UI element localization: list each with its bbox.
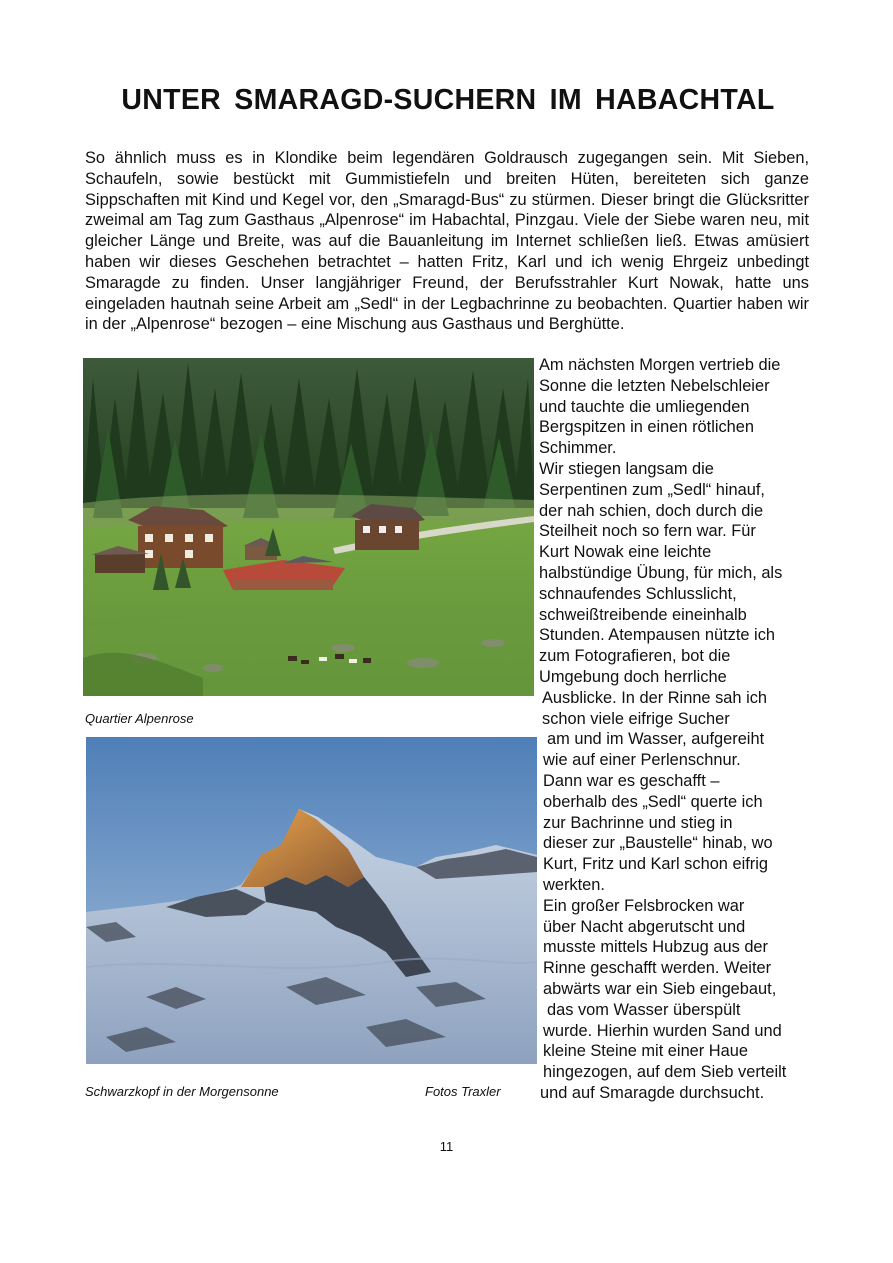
column-line: kleine Steine mit einer Haue: [543, 1042, 748, 1061]
column-line: Bergspitzen in einen rötlichen: [539, 418, 755, 437]
column-line: und auf Smaragde durchsucht.: [540, 1083, 765, 1102]
column-line: Ausblicke. In der Rinne sah ich: [542, 688, 768, 707]
column-line: schnaufendes Schlusslicht,: [539, 584, 737, 603]
column-line: Am nächsten Morgen vertrieb die: [539, 356, 781, 374]
column-line: Schimmer.: [539, 439, 617, 458]
photo-credit: Fotos Traxler: [425, 1084, 501, 1099]
column-line: schon viele eifrige Sucher: [542, 709, 730, 728]
column-line: Ein großer Felsbrocken war: [543, 896, 745, 915]
column-line: Steilheit noch so fern war. Für: [539, 522, 756, 541]
caption-photo-alpenrose: Quartier Alpenrose: [85, 711, 194, 726]
column-line: und tauchte die umliegenden: [539, 397, 750, 416]
column-line: Serpentinen zum „Sedl“ hinauf,: [539, 480, 765, 499]
intro-paragraph: So ähnlich muss es in Klondike beim legendären Goldrausch zugegangen sein. Mit Sieben, Schaufeln, sowie bestückt mit Gummistiefeln und breiten Hüten, bereiteten sich ganze Sippschaften mit Kind und Kegel vor, den „Smaragd-Bus“ zu stürmen. Dieser bringt die Glücksritter zweimal am Tag zum Gasthaus „Alpenrose“ im Habachtal, Pinzgau. Viele der Siebe waren neu, mit gleicher Länge und Breite, was auf die Bauanleitung im Internet schließen ließ. Etwas amüsiert haben wir dieses Geschehen betrachtet – hatten Fritz, Karl und ich wenig Ehrgeiz unbedingt Smaragde zu finden. Unser langjähriger Freund, der Berufsstrahler Kurt Nowak, hatte uns eingeladen hautnah seine Arbeit am „Sedl“ in der Legbachrinne zu beobachten. Quartier haben wir in der „Alpenrose“ bezogen – eine Mischung aus Gasthaus und Berghütte.: [85, 149, 809, 334]
column-line: zum Fotografieren, bot die: [539, 647, 731, 666]
column-line: wie auf einer Perlenschnur.: [543, 751, 741, 770]
column-line: halbstündige Übung, für mich, als: [539, 563, 783, 582]
column-line: wurde. Hierhin wurden Sand und: [543, 1021, 782, 1040]
photo-schwarzkopf-peak: [86, 737, 537, 1064]
column-line: der nah schien, doch durch die: [539, 501, 764, 520]
right-text-column: [539, 355, 819, 1104]
column-line: Kurt Nowak eine leichte: [539, 543, 712, 562]
photo-alpenrose-inn: [83, 358, 534, 696]
page-number: 11: [439, 1139, 454, 1154]
column-line: zur Bachrinne und stieg in: [543, 813, 733, 832]
column-line: musste mittels Hubzug aus der: [543, 938, 769, 957]
column-line: schweißtreibende eineinhalb: [539, 605, 747, 624]
column-line: am und im Wasser, aufgereiht: [547, 730, 765, 749]
column-line: oberhalb des „Sedl“ querte ich: [543, 792, 763, 811]
column-line: das vom Wasser überspült: [547, 1000, 741, 1019]
caption-photo-schwarzkopf: Schwarzkopf in der Morgensonne: [85, 1084, 279, 1099]
column-line: Sonne die letzten Nebelschleier: [539, 376, 770, 395]
column-line: dieser zur „Baustelle“ hinab, wo: [543, 834, 773, 853]
column-line: abwärts war ein Sieb eingebaut,: [543, 979, 777, 998]
column-line: werkten.: [543, 875, 605, 894]
column-line: Umgebung doch herrliche: [539, 667, 727, 686]
column-line: Wir stiegen langsam die: [539, 459, 714, 478]
column-line: Kurt, Fritz und Karl schon eifrig: [543, 855, 769, 874]
column-line: über Nacht abgerutscht und: [543, 917, 746, 936]
column-line: hingezogen, auf dem Sieb verteilt: [543, 1063, 787, 1082]
column-line: Dann war es geschafft –: [543, 771, 720, 790]
column-line: Rinne geschafft werden. Weiter: [543, 959, 772, 978]
article-title: UNTER SMARAGD-SUCHERN IM HABACHTAL: [121, 84, 775, 116]
column-line: Stunden. Atempausen nützte ich: [539, 626, 776, 645]
